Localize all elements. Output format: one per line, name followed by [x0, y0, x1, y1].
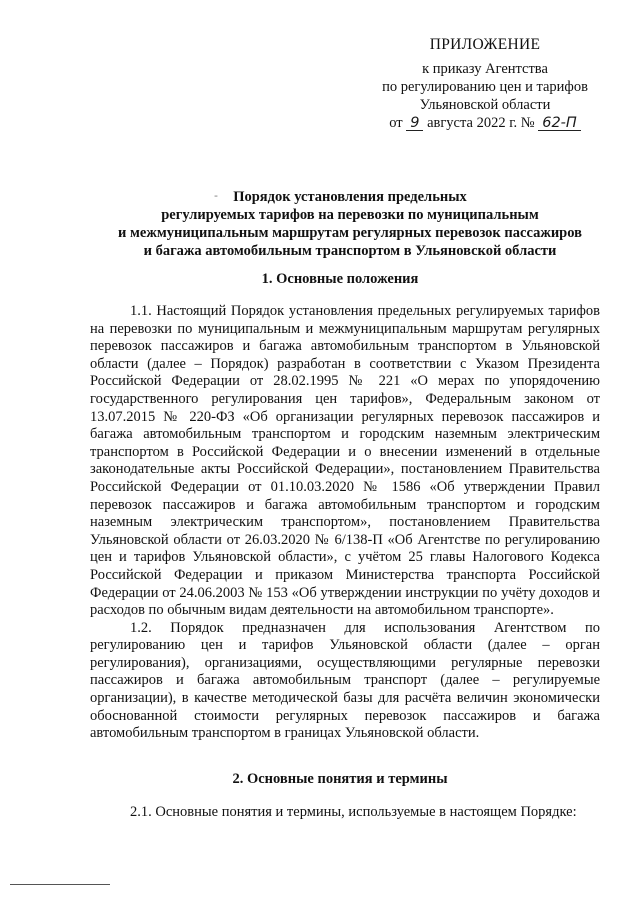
- date-middle: августа 2022 г. №: [427, 115, 535, 131]
- handwritten-number: 62-П: [538, 116, 581, 131]
- paragraph-1-1: 1.1. Настоящий Порядок установления предельных регулируемых тарифов на перевозки по муниципальным и межмуниципальным маршрутам регулярных перевозок пассажиров и багажа автомобильным транспортом в Ульяновской области (далее – Порядок) разработан в соответствии с Указом Президента Российской Федерации от 28.02.1995 № 221 «О мерах по упорядочению государственного регулирования цен тарифов», Федеральным законом от 13.07.2015 № 220-ФЗ «Об организации регулярных перевозок пассажиров и багажа автомобильным транспортом и городским наземным электрическим транспортом в Российской Федерации и о внесении изменений в отдельные законодательные акты Российской Федерации», постановлением Правительства Российской Федерации от 01.10.03.2020 № 1586 «Об утверждении Правил перевозок пассажиров и багажа автомобильным транспортом и городским наземным электрическим транспортом», постановлением Правительства Ульяновской области от 26.03.2020 № 6/138-П «Об Агентстве по регулированию цен и тарифов Ульяновской области», с учётом 25 главы Налогового Кодекса Российской Федерации и приказом Министерства транспорта Российской Федерации от 24.06.2003 № 153 «Об утверждении инструкции по учёту доходов и расходов по обычным видам деятельности на автомобильном транспорте».: [90, 303, 600, 619]
- paragraph-1-2: 1.2. Порядок предназначен для использования Агентством по регулированию цен и тарифов Ульяновской области (далее – орган регулирования), организациями, осуществляющими регулярные перевозки пассажиров и багажа автомобильным транспорт (далее – регулируемые организации), в качестве методической базы для расчёта величин экономически обоснованной стоимости регулярных перевозок пассажиров и багажа автомобильным транспортом в границах Ульяновской области.: [90, 619, 600, 742]
- title-line: регулируемых тарифов на перевозки по муниципальным: [161, 207, 539, 223]
- appendix-line-3: Ульяновской области: [419, 97, 551, 113]
- scan-line: [10, 884, 110, 885]
- title-line: и межмуниципальным маршрутам регулярных перевозок пассажиров: [118, 225, 582, 241]
- title-line: и багажа автомобильным транспортом в Ульяновской области: [143, 243, 557, 259]
- appendix-line-1: к приказу Агентства: [422, 61, 548, 77]
- section-1-heading: 1. Основные положения: [261, 271, 419, 287]
- document-title: [60, 188, 640, 260]
- section-1-body: [90, 303, 600, 743]
- date-prefix: от: [389, 115, 403, 131]
- appendix-date-line: [360, 114, 610, 132]
- title-line: Порядок установления предельных: [233, 189, 467, 205]
- handwritten-day: 9: [406, 116, 423, 131]
- appendix-title: ПРИЛОЖЕНИЕ: [429, 36, 541, 53]
- scan-mark: -: [214, 189, 218, 202]
- appendix-block: [360, 36, 610, 132]
- appendix-line-2: по регулированию цен и тарифов: [382, 79, 588, 95]
- paragraph-2-1: 2.1. Основные понятия и термины, используемые в настоящем Порядке:: [130, 804, 577, 820]
- section-2-heading: 2. Основные понятия и термины: [232, 771, 448, 787]
